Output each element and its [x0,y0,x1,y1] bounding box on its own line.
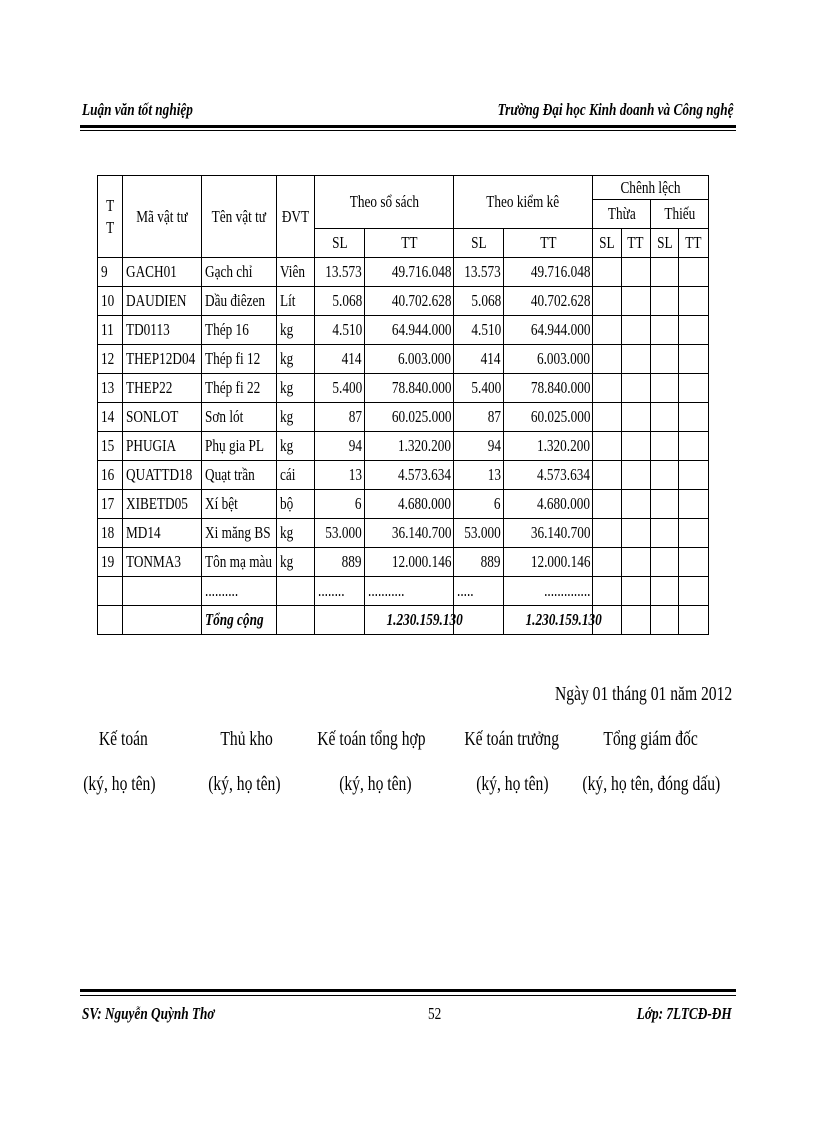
cell-ma: SONLOT [123,403,201,432]
footer-class: Lớp: 7LTCĐ-ĐH [637,1004,732,1023]
ellipsis-ten: .......... [201,577,276,606]
cell-stt: 9 [98,258,123,287]
cell-ten: Xi măng BS [201,519,276,548]
cell-chenh-lech [593,258,621,287]
cell-dvt: kg [276,519,315,548]
th-thua: Thừa [593,200,651,229]
cell-chenh-lech [621,287,650,316]
cell-ma: QUATTD18 [123,461,201,490]
cell-chenh-lech [651,287,679,316]
cell-chenh-lech [651,432,679,461]
cell-tt-kk: 36.140.700 [503,519,592,548]
th-sl-thieu: SL [651,229,679,258]
cell-chenh-lech [593,345,621,374]
ellipsis-tt-kk: .............. [503,577,592,606]
cell-tt-kk: 49.716.048 [503,258,592,287]
cell-sl-kk: 6 [454,490,504,519]
table-row [98,403,709,432]
cell-stt: 16 [98,461,123,490]
cell-stt: 10 [98,287,123,316]
header-rule-thick [80,125,736,128]
cell-stt: 18 [98,519,123,548]
cell-ten: Thép 16 [201,316,276,345]
cell-chenh-lech [593,432,621,461]
sig-title-ke-toan-tong-hop: Kế toán tổng hợp [316,728,426,750]
cell-chenh-lech [651,548,679,577]
cell-ten: Thép fi 22 [201,374,276,403]
cell-sl-kk: 5.068 [454,287,504,316]
cell-chenh-lech [679,432,709,461]
cell-stt: 19 [98,548,123,577]
sig-title-thu-kho: Thủ kho [220,728,274,750]
cell-chenh-lech [593,548,621,577]
cell-chenh-lech [651,258,679,287]
cell-ten: Sơn lót [201,403,276,432]
cell-sl-ss: 5.068 [315,287,365,316]
cell-dvt: Viên [276,258,315,287]
cell-chenh-lech [679,490,709,519]
cell-sl-ss: 53.000 [315,519,365,548]
inventory-table [97,175,709,635]
cell-dvt: kg [276,548,315,577]
cell-tt-ss: 4.573.634 [364,461,453,490]
th-tt: T T [98,176,123,258]
cell-tt-ss: 64.944.000 [364,316,453,345]
cell-sl-ss: 6 [315,490,365,519]
ellipsis-sl-ss: ........ [315,577,365,606]
cell-ten: Xí bệt [201,490,276,519]
total-label: Tổng cộng [201,606,276,635]
th-theo-kiem-ke: Theo kiểm kê [454,176,593,229]
sig-note-ke-toan: (ký, họ tên) [82,773,156,795]
cell-ma: TD0113 [123,316,201,345]
cell-ten: Gạch chỉ [201,258,276,287]
cell-sl-kk: 889 [454,548,504,577]
cell-chenh-lech [593,374,621,403]
cell-ma: PHUGIA [123,432,201,461]
cell-stt: 14 [98,403,123,432]
cell-dvt: kg [276,374,315,403]
cell-ten: Dầu điêzen [201,287,276,316]
sig-title-tong-giam-doc: Tổng giám đốc [603,728,699,750]
th-dvt: ĐVT [276,176,315,258]
cell-chenh-lech [679,519,709,548]
cell-tt-ss: 1.320.200 [364,432,453,461]
table-row [98,461,709,490]
cell-sl-kk: 13 [454,461,504,490]
cell-chenh-lech [679,258,709,287]
th-theo-so-sach: Theo sổ sách [315,176,454,229]
sig-note-ke-toan-tong-hop: (ký, họ tên) [338,773,412,795]
cell-chenh-lech [621,548,650,577]
cell-ma: XIBETD05 [123,490,201,519]
footer-student: SV: Nguyễn Quỳnh Thơ [82,1004,215,1023]
cell-chenh-lech [593,490,621,519]
cell-chenh-lech [651,316,679,345]
cell-sl-kk: 414 [454,345,504,374]
header-rule-thin [80,130,736,131]
footer-rule-thick [80,989,736,992]
cell-chenh-lech [651,374,679,403]
table-row [98,374,709,403]
th-ma-vat-tu: Mã vật tư [123,176,201,258]
cell-sl-kk: 4.510 [454,316,504,345]
th-ten-vat-tu: Tên vật tư [201,176,276,258]
cell-sl-ss: 5.400 [315,374,365,403]
cell-ma: THEP22 [123,374,201,403]
header-row-1 [98,176,709,200]
sig-note-thu-kho: (ký, họ tên) [207,773,281,795]
cell-tt-ss: 40.702.628 [364,287,453,316]
cell-dvt: bộ [276,490,315,519]
cell-chenh-lech [621,432,650,461]
sig-note-ke-toan-truong: (ký, họ tên) [475,773,549,795]
cell-sl-ss: 889 [315,548,365,577]
sig-title-ke-toan-truong: Kế toán trưởng [464,728,560,750]
th-thieu: Thiếu [651,200,709,229]
th-tt-kiem-ke: TT [503,229,592,258]
cell-tt-kk: 40.702.628 [503,287,592,316]
cell-chenh-lech [679,345,709,374]
cell-ma: TONMA3 [123,548,201,577]
cell-chenh-lech [621,461,650,490]
cell-sl-ss: 414 [315,345,365,374]
cell-stt: 15 [98,432,123,461]
cell-tt-kk: 1.320.200 [503,432,592,461]
cell-sl-kk: 5.400 [454,374,504,403]
cell-chenh-lech [593,519,621,548]
table-row [98,490,709,519]
cell-dvt: kg [276,432,315,461]
cell-dvt: kg [276,345,315,374]
footer-rule-thin [80,995,736,996]
cell-chenh-lech [679,461,709,490]
cell-chenh-lech [621,258,650,287]
cell-dvt: kg [276,403,315,432]
cell-sl-kk: 94 [454,432,504,461]
cell-chenh-lech [679,316,709,345]
cell-tt-kk: 4.573.634 [503,461,592,490]
th-chenh-lech: Chênh lệch [593,176,709,200]
cell-ma: MD14 [123,519,201,548]
cell-sl-ss: 87 [315,403,365,432]
cell-stt: 13 [98,374,123,403]
total-row [98,606,709,635]
cell-sl-kk: 53.000 [454,519,504,548]
cell-chenh-lech [621,316,650,345]
page-number: 52 [428,1004,442,1023]
cell-sl-kk: 13.573 [454,258,504,287]
cell-dvt: kg [276,316,315,345]
cell-chenh-lech [621,519,650,548]
cell-ma: THEP12D04 [123,345,201,374]
cell-ten: Phụ gia PL [201,432,276,461]
table-row [98,519,709,548]
cell-sl-kk: 87 [454,403,504,432]
cell-tt-kk: 64.944.000 [503,316,592,345]
cell-sl-ss: 13 [315,461,365,490]
cell-ten: Tôn mạ màu [201,548,276,577]
cell-stt: 17 [98,490,123,519]
cell-chenh-lech [651,519,679,548]
header-left: Luận văn tốt nghiệp [82,100,193,119]
date-line: Ngày 01 tháng 01 năm 2012 [554,683,732,705]
cell-chenh-lech [621,403,650,432]
ellipsis-row [98,577,709,606]
cell-chenh-lech [621,345,650,374]
cell-sl-ss: 4.510 [315,316,365,345]
ellipsis-sl-kk: ..... [454,577,504,606]
th-sl-so-sach: SL [315,229,365,258]
table-row [98,287,709,316]
total-tt-kiem-ke: 1.230.159.130 [503,606,592,635]
cell-tt-ss: 4.680.000 [364,490,453,519]
table-row [98,548,709,577]
th-sl-kiem-ke: SL [454,229,504,258]
table-row [98,345,709,374]
ellipsis-tt-ss: ........... [364,577,453,606]
cell-chenh-lech [651,345,679,374]
header-right: Trường Đại học Kinh doanh và Công nghệ [498,100,734,119]
cell-stt: 11 [98,316,123,345]
cell-chenh-lech [651,403,679,432]
cell-sl-ss: 13.573 [315,258,365,287]
cell-tt-kk: 6.003.000 [503,345,592,374]
cell-tt-kk: 4.680.000 [503,490,592,519]
cell-ten: Quạt trần [201,461,276,490]
cell-ten: Thép fi 12 [201,345,276,374]
cell-chenh-lech [621,490,650,519]
table-row [98,316,709,345]
cell-tt-kk: 78.840.000 [503,374,592,403]
cell-chenh-lech [679,548,709,577]
cell-stt: 12 [98,345,123,374]
cell-tt-kk: 60.025.000 [503,403,592,432]
cell-chenh-lech [679,403,709,432]
sig-note-tong-giam-doc: (ký, họ tên, đóng dấu) [582,773,720,795]
cell-tt-ss: 6.003.000 [364,345,453,374]
cell-tt-kk: 12.000.146 [503,548,592,577]
th-tt-thua: TT [621,229,650,258]
cell-chenh-lech [593,316,621,345]
th-tt-thieu: TT [679,229,709,258]
table-body [98,258,709,577]
cell-chenh-lech [651,461,679,490]
cell-chenh-lech [593,461,621,490]
total-tt-so-sach: 1.230.159.130 [364,606,453,635]
cell-tt-ss: 60.025.000 [364,403,453,432]
cell-chenh-lech [593,403,621,432]
sig-title-ke-toan: Kế toán [98,728,148,750]
cell-ma: DAUDIEN [123,287,201,316]
table-row [98,258,709,287]
cell-chenh-lech [621,374,650,403]
cell-ma: GACH01 [123,258,201,287]
cell-chenh-lech [679,287,709,316]
cell-sl-ss: 94 [315,432,365,461]
cell-chenh-lech [651,490,679,519]
cell-tt-ss: 78.840.000 [364,374,453,403]
table-row [98,432,709,461]
cell-tt-ss: 49.716.048 [364,258,453,287]
cell-dvt: cái [276,461,315,490]
cell-tt-ss: 12.000.146 [364,548,453,577]
cell-chenh-lech [679,374,709,403]
cell-dvt: Lít [276,287,315,316]
th-tt-so-sach: TT [364,229,453,258]
cell-chenh-lech [593,287,621,316]
th-sl-thua: SL [593,229,621,258]
cell-tt-ss: 36.140.700 [364,519,453,548]
